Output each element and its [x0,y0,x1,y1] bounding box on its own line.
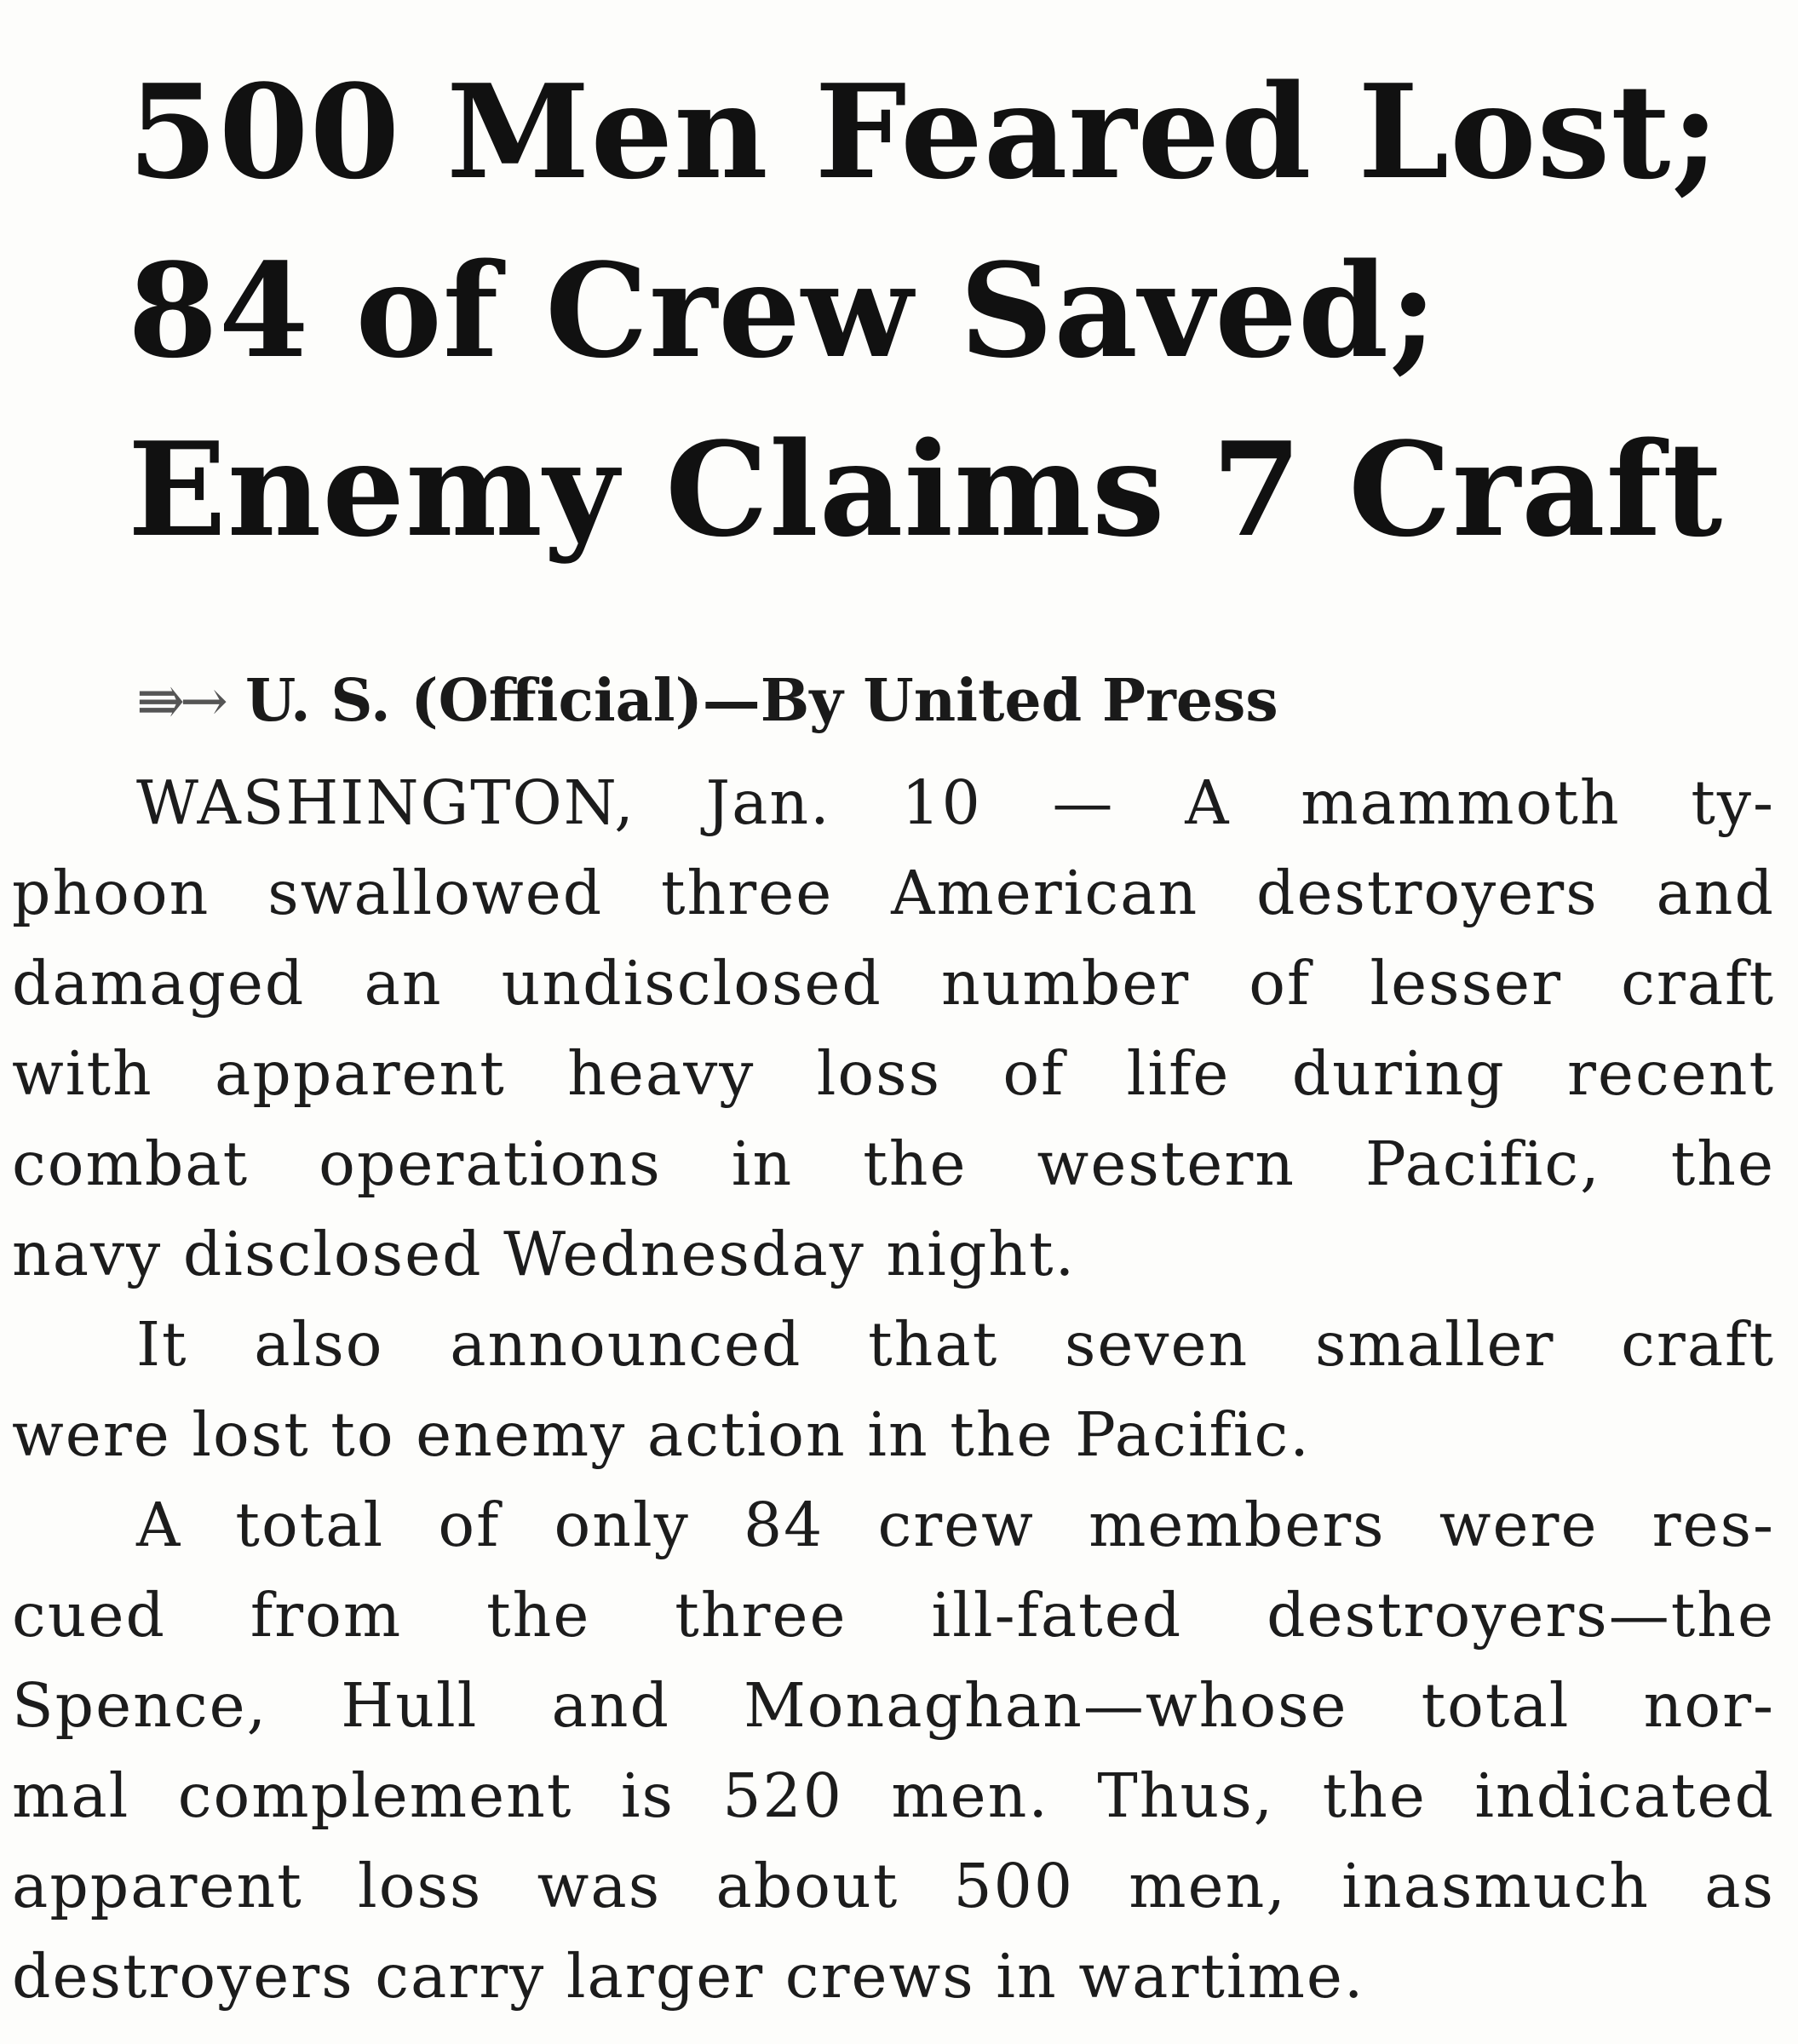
article-line: damaged an undisclosed number of lesser craft [12,948,1775,1019]
article-line: A total of only 84 crew members were res- [136,1490,1775,1560]
article-line: with apparent heavy loss of life during recent [12,1038,1775,1109]
article-line: navy disclosed Wednesday night. [12,1219,1077,1289]
headline-line-2: 84 of Crew Saved; [128,234,1439,387]
headline-line-1: 500 Men Feared Lost; [128,55,1720,208]
article-body [12,758,1775,2022]
arrow-icon: ⇛→ [136,668,223,735]
article-line: were lost to enemy action in the Pacific. [12,1399,1311,1470]
headline [128,43,1746,579]
headline-line-3: Enemy Claims 7 Craft [128,413,1724,566]
article-line: mal complement is 520 men. Thus, the indicated [12,1760,1775,1831]
article-line: cued from the three ill-fated destroyers—the [12,1580,1775,1651]
wire-credit [136,663,1755,740]
article-line: combat operations in the western Pacific, the [12,1128,1775,1199]
credit-text: U. S. (Official)—By United Press [244,667,1278,735]
article-line: Spence, Hull and Monaghan—whose total nor- [12,1670,1775,1741]
article-line: apparent loss was about 500 men, inasmuch as [12,1851,1775,1921]
article-line: WASHINGTON, Jan. 10 — A mammoth ty- [136,767,1775,838]
article-line: phoon swallowed three American destroyers and [12,858,1775,928]
article-line: It also announced that seven smaller craft [136,1309,1775,1380]
article-line: destroyers carry larger crews in wartime. [12,1941,1365,2012]
